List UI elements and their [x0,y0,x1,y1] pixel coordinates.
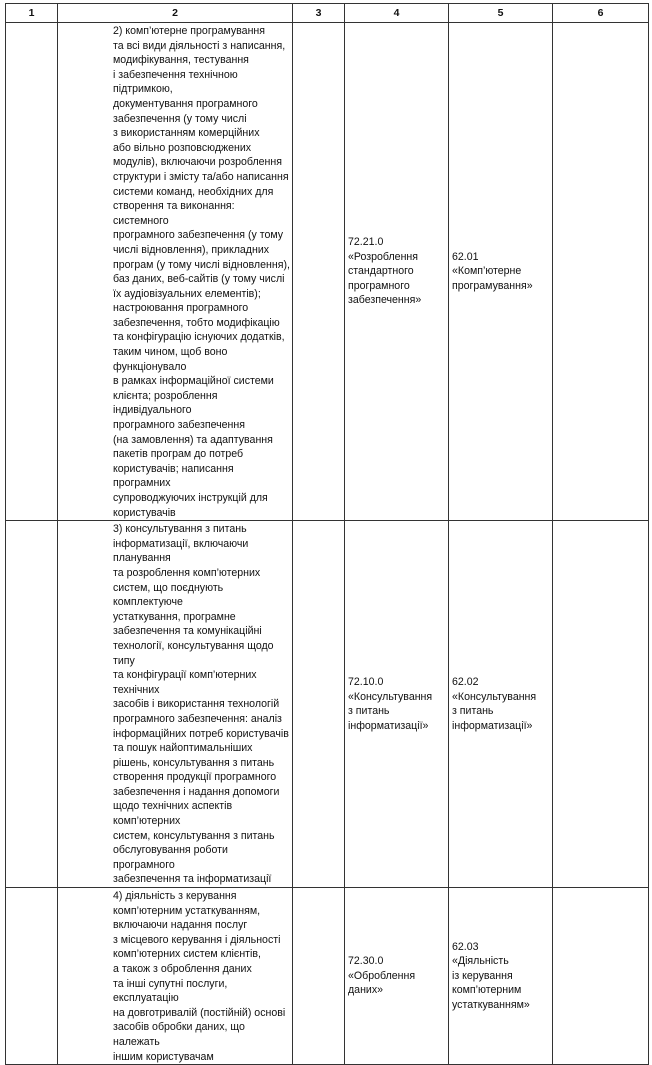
cell-new-code [449,888,553,1065]
activity-description-text: 3) консультування з питань інформатизації, включаючи планування та розроблення комп’ютерних систем, що поєднують комплектуюче устаткування, програмне забезпечення та комунікаційні технології, консультування щодо типу та конфігурації комп’ютерних технічних засобів і використання технологій програмного забезпечення: аналіз інформаційних потреб користувачів та пошук найоптимальніших рішень, консультування з питань створення продукції програмного забезпечення і надання допомоги щодо технічних аспектів комп’ютерних систем, консультування з питань обслуговування роботи програмного забезпечення та інформатизації [113,523,289,886]
cell-col-1 [6,521,58,888]
new-code-text: 62.03 «Діяльність із керування комп’ютерним устаткуванням» [452,940,530,1011]
table-row [6,888,649,1065]
cell-col-3 [293,888,345,1065]
header-col-2: 2 [58,4,293,23]
cell-new-code [449,521,553,888]
header-col-4: 4 [345,4,449,23]
cell-activity-description [58,521,293,888]
cell-old-code [345,23,449,521]
header-col-6: 6 [553,4,649,23]
old-code-text: 72.30.0 «Оброблення даних» [348,955,416,997]
header-col-1: 1 [6,4,58,23]
table-row [6,23,649,521]
cell-new-code [449,23,553,521]
cell-col-1 [6,888,58,1065]
cell-col-1 [6,23,58,521]
activity-description-text: 4) діяльність з керування комп’ютерним устаткуванням, включаючи надання послуг з місцевого керування і діяльності комп’ютерних систем клієнтів, а також з оброблення даних та інші супутні послуги, експлуатацію на довготривалій (постійній) основі засобів обробки даних, що належать іншим користувачам [113,890,286,1063]
cell-col-6 [553,23,649,521]
header-col-5: 5 [449,4,553,23]
cell-col-6 [553,888,649,1065]
new-code-text: 62.01 «Комп’ютерне програмування» [452,250,533,292]
table-row [6,521,649,888]
header-col-3: 3 [293,4,345,23]
cell-old-code [345,521,449,888]
cell-old-code [345,888,449,1065]
cell-col-3 [293,521,345,888]
cell-col-6 [553,521,649,888]
cell-activity-description [58,23,293,521]
cell-activity-description [58,888,293,1065]
cell-col-3 [293,23,345,521]
new-code-text: 62.02 «Консультування з питань інформатизації» [452,675,537,732]
activity-description-text: 2) комп’ютерне програмування та всі види діяльності з написання, модифікування, тестування і забезпечення технічною підтримкою, документування програмного забезпечення (у тому числі з використанням комерційних або вільно розповсюджених модулів), включаючи розроблення структури і змісту та/або написання системи команд, необхідних для створення та виконання: системного програмного забезпечення (у тому числі відновлення), прикладних програм (у тому числі відновлення), баз даних, веб-сайтів (у тому числі їх аудіовізуальних елементів); настроювання програмного забезпечення, тобто модифікацію та конфігурацію існуючих додатків, таким чином, щоб воно функціонувало в рамках інформаційної системи клієнта; розроблення індивідуального програмного забезпечення (на замовлення) та адаптування пакетів програм до потреб користувачів; написання програмних супроводжуючих інструкцій для користувачів [113,25,290,519]
header-row [6,4,649,23]
old-code-text: 72.10.0 «Консультування з питань інформатизації» [348,675,433,732]
old-code-text: 72.21.0 «Розроблення стандартного програмного забезпечення» [348,236,422,307]
